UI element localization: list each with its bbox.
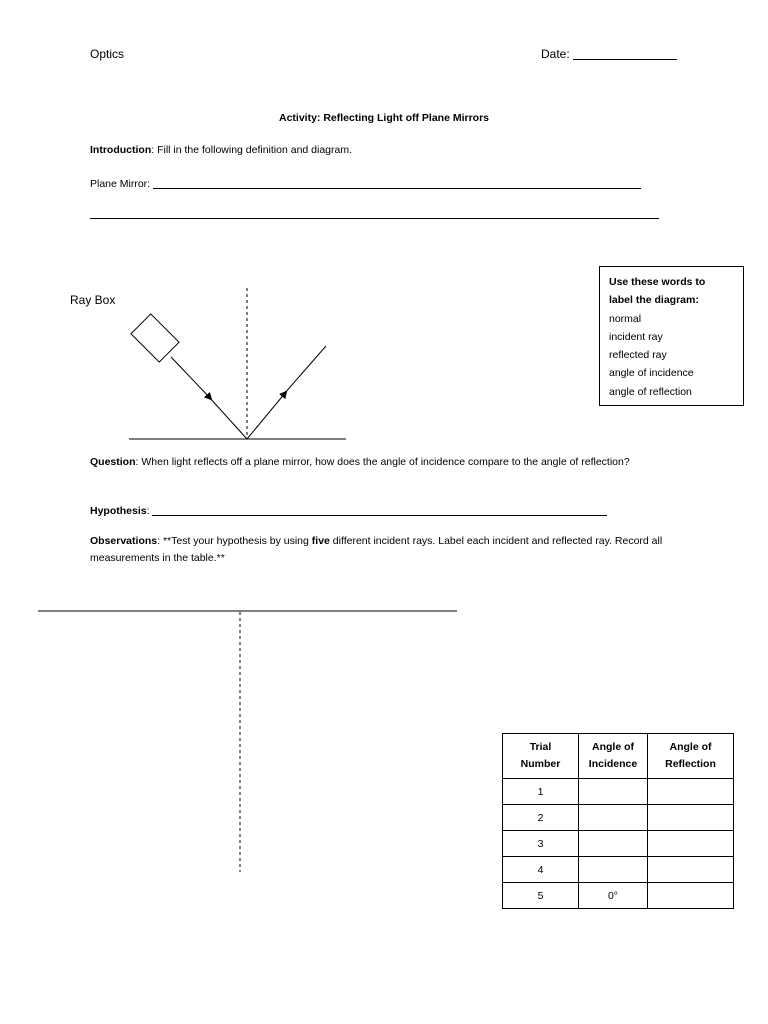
header-trial-number: Trial Number (503, 734, 579, 779)
incidence-cell[interactable] (579, 831, 648, 857)
reflected-ray (247, 392, 286, 439)
hypothesis-label: Hypothesis (90, 505, 147, 517)
question-label: Question (90, 456, 136, 468)
reflection-cell[interactable] (648, 805, 734, 831)
hypothesis-colon: : (146, 505, 153, 517)
observations-text-1: : **Test your hypothesis by using (157, 535, 312, 547)
ray-box-label: Ray Box (70, 293, 116, 307)
subject-heading: Optics (90, 47, 125, 61)
word-bank-item: reflected ray (609, 349, 667, 362)
reflection-cell[interactable] (648, 857, 734, 883)
table-row (503, 831, 734, 857)
incidence-cell[interactable] (579, 779, 648, 805)
introduction-text: : Fill in the following definition and diagram. (151, 144, 353, 156)
ray-box (131, 314, 179, 362)
measurements-table (502, 733, 734, 909)
introduction-label: Introduction (90, 144, 152, 156)
incidence-cell[interactable] (579, 805, 648, 831)
activity-title: Activity: Reflecting Light off Plane Mirrors (278, 112, 490, 124)
hypothesis-blank[interactable] (152, 504, 607, 516)
reflection-cell[interactable] (648, 779, 734, 805)
trial-number-cell: 2 (503, 805, 579, 831)
table-row (503, 779, 734, 805)
trial-number-cell: 5 (503, 883, 579, 909)
incidence-cell[interactable]: 0° (579, 883, 648, 909)
question-paragraph (90, 454, 650, 471)
reflection-cell[interactable] (648, 831, 734, 857)
header-angle-of-incidence: Angle of Incidence (579, 734, 648, 779)
word-bank-item: incident ray (609, 330, 663, 343)
question-text: : When light reflects off a plane mirror, how does the angle of incidence compare to the angle of reflection? (135, 456, 630, 468)
word-bank-item: normal (609, 312, 642, 325)
incidence-cell[interactable] (579, 857, 648, 883)
table-header-row (503, 734, 734, 779)
hypothesis-line[interactable] (90, 504, 607, 517)
observations-emphasis: five (311, 535, 330, 547)
word-bank-heading-1: Use these words to (609, 276, 706, 288)
trial-number-cell: 3 (503, 831, 579, 857)
observations-label: Observations (90, 535, 158, 547)
plane-mirror-label: Plane Mirror: (90, 178, 154, 190)
observations-paragraph (90, 533, 680, 566)
incident-ray-end (209, 397, 247, 439)
observations-text-2: different incident rays. Label each incident and reflected ray. Record all measurements in the table.** (90, 535, 663, 564)
word-bank-item: angle of incidence (609, 367, 694, 380)
header-angle-of-reflection: Angle of Reflection (648, 734, 734, 779)
date-label: Date: (541, 47, 574, 61)
table-row (503, 857, 734, 883)
trial-number-cell: 1 (503, 779, 579, 805)
word-bank (599, 266, 744, 406)
reflected-ray-end (284, 346, 326, 394)
word-bank-heading-2: label the diagram: (609, 294, 699, 307)
word-bank-item: angle of reflection (609, 385, 692, 398)
table-row (503, 883, 734, 909)
trial-number-cell: 4 (503, 857, 579, 883)
table-row (503, 805, 734, 831)
incident-ray (171, 357, 211, 399)
reflection-cell[interactable] (648, 883, 734, 909)
